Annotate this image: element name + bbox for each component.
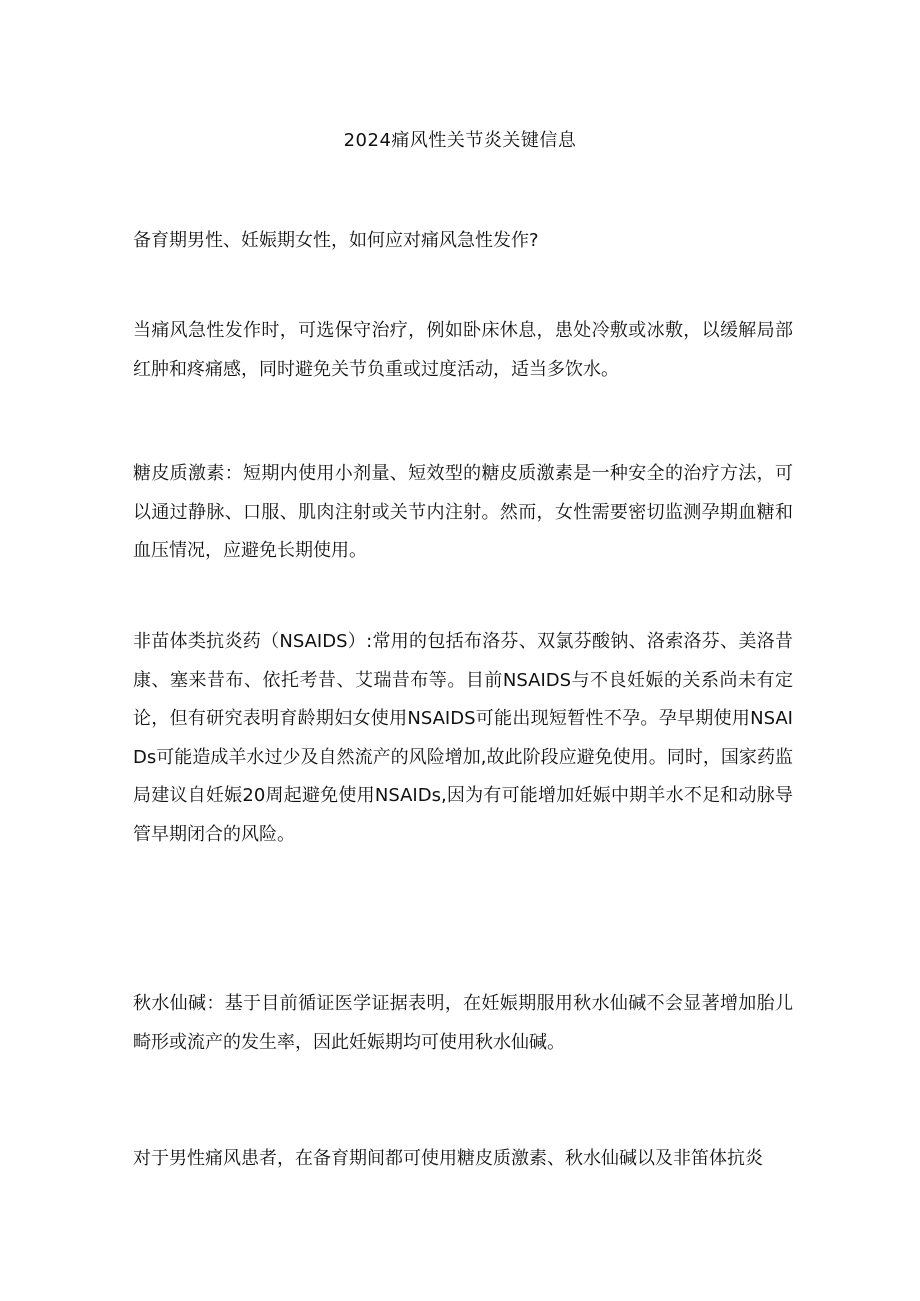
- paragraph-male-patients: 对于男性痛风患者，在备育期间都可使用糖皮质激素、秋水仙碱以及非笛体抗炎: [133, 1148, 763, 1169]
- paragraph-nsaids: 非苗体类抗炎药（NSAIDS）:常用的包括布洛芬、双氯芬酸钠、洛索洛芬、美洛昔康、塞来昔布、依托考昔、艾瑞昔布等。目前NSAIDS与不良妊娠的关系尚未有定论，但有研究表明育龄期妇女使用NSAIDS可能出现短暂性不孕。孕早期使用NSAIDs可能造成羊水过少及自然流产的风险增加,故此阶段应避免使用。同时，国家药监局建议自妊娠20周起避免使用NSAIDs,因为有可能增加妊娠中期羊水不足和动脉导管早期闭合的风险。: [133, 631, 793, 845]
- paragraph-glucocorticoids: 糖皮质激素：短期内使用小剂量、短效型的糖皮质激素是一种安全的治疗方法，可以通过静脉、口服、肌肉注射或关节内注射。然而，女性需要密切监测孕期血糖和血压情况，应避免长期使用。: [133, 463, 793, 561]
- paragraph-conservative-treatment: 当痛风急性发作时，可选保守治疗，例如卧床休息，患处冷敷或冰敷，以缓解局部红肿和疼痛感，同时避免关节负重或过度活动，适当多饮水。: [133, 320, 793, 380]
- document-title: 2024痛风性关节炎关键信息: [343, 130, 577, 151]
- paragraph-colchicine: 秋水仙碱：基于目前循证医学证据表明，在妊娠期服用秋水仙碱不会显著增加胎儿畸形或流产的发生率，因此妊娠期均可使用秋水仙碱。: [133, 993, 793, 1053]
- paragraph-question: 备育期男性、妊娠期女性，如何应对痛风急性发作?: [133, 230, 539, 251]
